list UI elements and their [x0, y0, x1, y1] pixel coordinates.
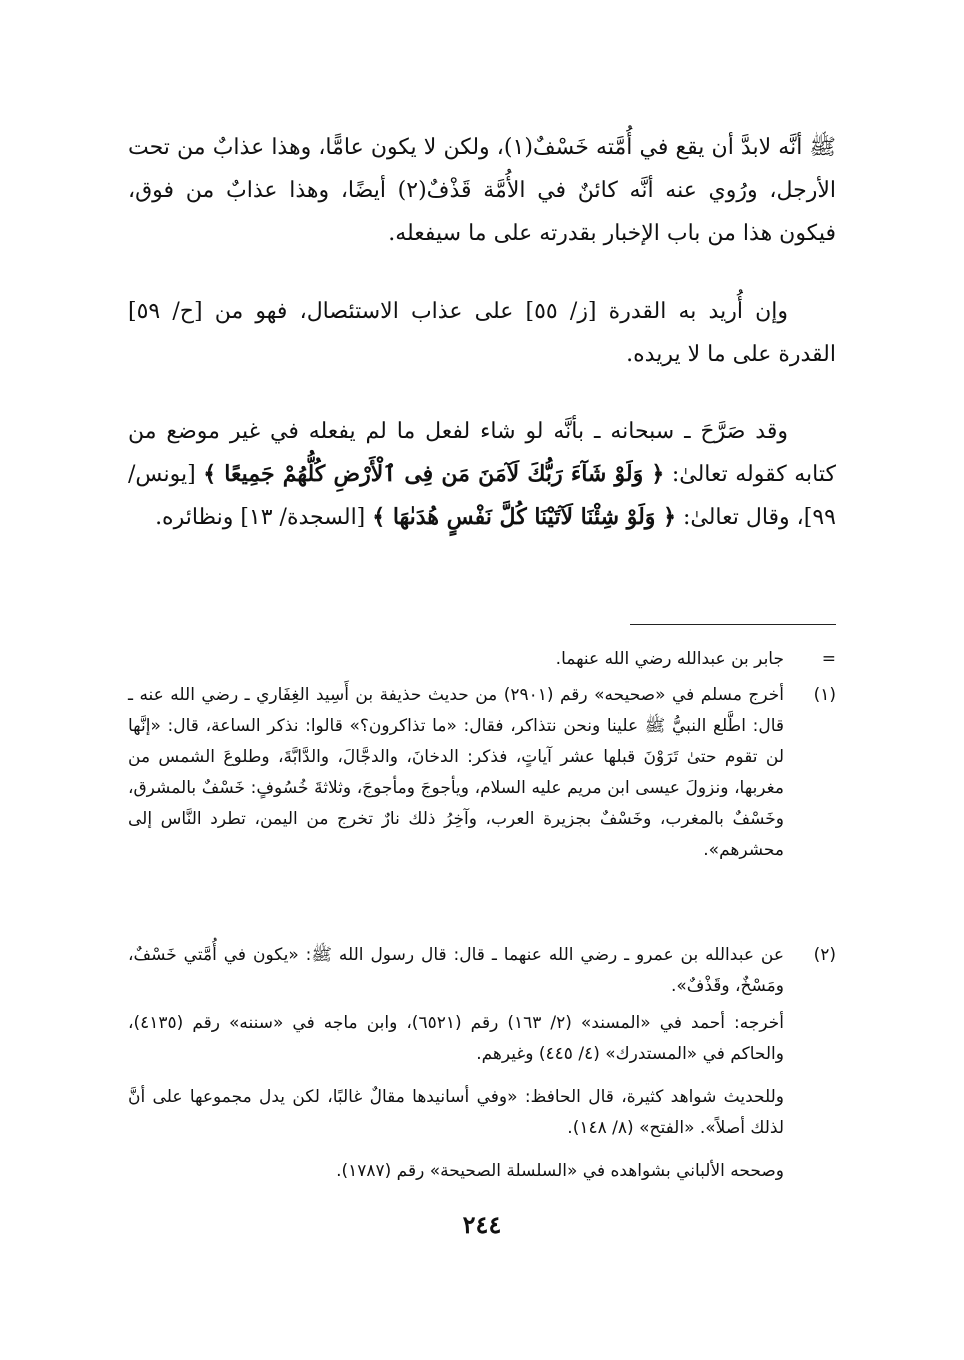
footnote-continuation — [128, 644, 836, 675]
footnote-marker: (٢) — [813, 945, 836, 965]
footnote-text: أخرج مسلم في «صحيحه» رقم (٢٩٠١) من حديث حذيفة بن أَسِيد الغِفَاري ـ رضي الله عنه ـ قال: اطَّلع النبيُّ ﷺ علينا ونحن نتذاكر، فقال: «ما تذاكرون؟» قالوا: نذكر الساعة، قال: «إنَّها لن تقوم حتىٰ تَرَوْنَ قبلها عشر آياتٍ، فذكر: الدخانَ، والدجَّالَ، والدَّابَّةَ، وطلوعَ الشمس من مغربها، ونزولَ عيسى ابن مريم عليه السلام، ويأجوجَ ومأجوجَ، وثلاثةَ خُسُوفٍ: خَسْفٌ بالمشرق، وخَسْفٌ بالمغرب، وخَسْفٌ بجزيرة العرب، وآخِرُ ذلك نارٌ تخرج من اليمن، تطرد النَّاس إلى محشرهم». — [128, 685, 784, 860]
page-number: ٢٤٤ — [462, 1210, 502, 1239]
footnote-2-takhrij: أخرجه: أحمد في «المسند» (٢/ ١٦٣) رقم (٦٥٢١)، وابن ماجه في «سننه» رقم (٤١٣٥)، والحاكم في «المستدرك» (٤/ ٤٤٥) وغيرهم. — [128, 1013, 784, 1064]
footnote-1 — [128, 680, 836, 866]
footnote-divider — [630, 624, 836, 625]
footnote-2 — [128, 940, 836, 1002]
footnote-marker: = — [821, 649, 836, 669]
footnote-text: عن عبدالله بن عمرو ـ رضي الله عنهما ـ قال: قال رسول الله ﷺ: «يكون في أُمَّتي خَسْفٌ، ومَسْخٌ، وقَذْفٌ». — [128, 945, 784, 996]
main-paragraph-1: ﷺ أنَّه لابدَّ أن يقع في أُمَّته خَسْفٌ(١)، ولكن لا يكون عامًّا، وهذا عذابٌ من تحت الأرجل، ورُوي عنه أنَّه كائنٌ في الأُمَّة قَذْفٌ(٢) أيضًا، وهذا عذابٌ من فوق، فيكون هذا من باب الإخبار بقدرته على ما سيفعله. — [128, 135, 837, 246]
footnote-2-tashih: وصححه الألباني بشواهده في «السلسلة الصحيحة» رقم (١٧٨٧). — [336, 1161, 784, 1181]
para3-text-2: [يونس/ ٩٩]، وقال تعالىٰ: — [128, 462, 836, 530]
quran-verse-sajdah: ﴿ وَلَوْ شِئْنَا لَآتَيْنَا كُلَّ نَفْسٍ هُدَىٰهَا ﴾ — [372, 504, 676, 530]
quran-verse-yunus: ﴿ وَلَوْ شَآءَ رَبُّكَ لَآمَنَ مَن فِى ٱلْأَرْضِ كُلُّهُمْ جَمِيعًا ﴾ — [203, 461, 665, 487]
footnote-2-shawahid: وللحديث شواهد كثيرة، قال الحافظ: «وفي أسانيدها مقالٌ غالبًا، لكن يدل مجموعها على أنَّ لذلك أصلاً». «الفتح» (٨/ ١٤٨). — [128, 1087, 784, 1138]
footnote-text: جابر بن عبدالله رضي الله عنهما. — [555, 649, 784, 669]
para3-text-1: وقد صَرَّحَ ـ سبحانه ـ بأنَّه لو شاء لفعل ما لم يفعله في غير موضع من كتابه كقوله تعالىٰ: — [128, 419, 836, 487]
footnote-marker: (١) — [813, 685, 836, 705]
main-paragraph-3 — [128, 410, 836, 539]
para3-text-3: [السجدة/ ١٣] ونظائره. — [155, 505, 373, 530]
main-paragraph-2: وإن أُريد به القدرة [ز/ ٥٥] على عذاب الاستئصال، فهو من [ح/ ٥٩] القدرة على ما لا يريده. — [128, 299, 836, 367]
